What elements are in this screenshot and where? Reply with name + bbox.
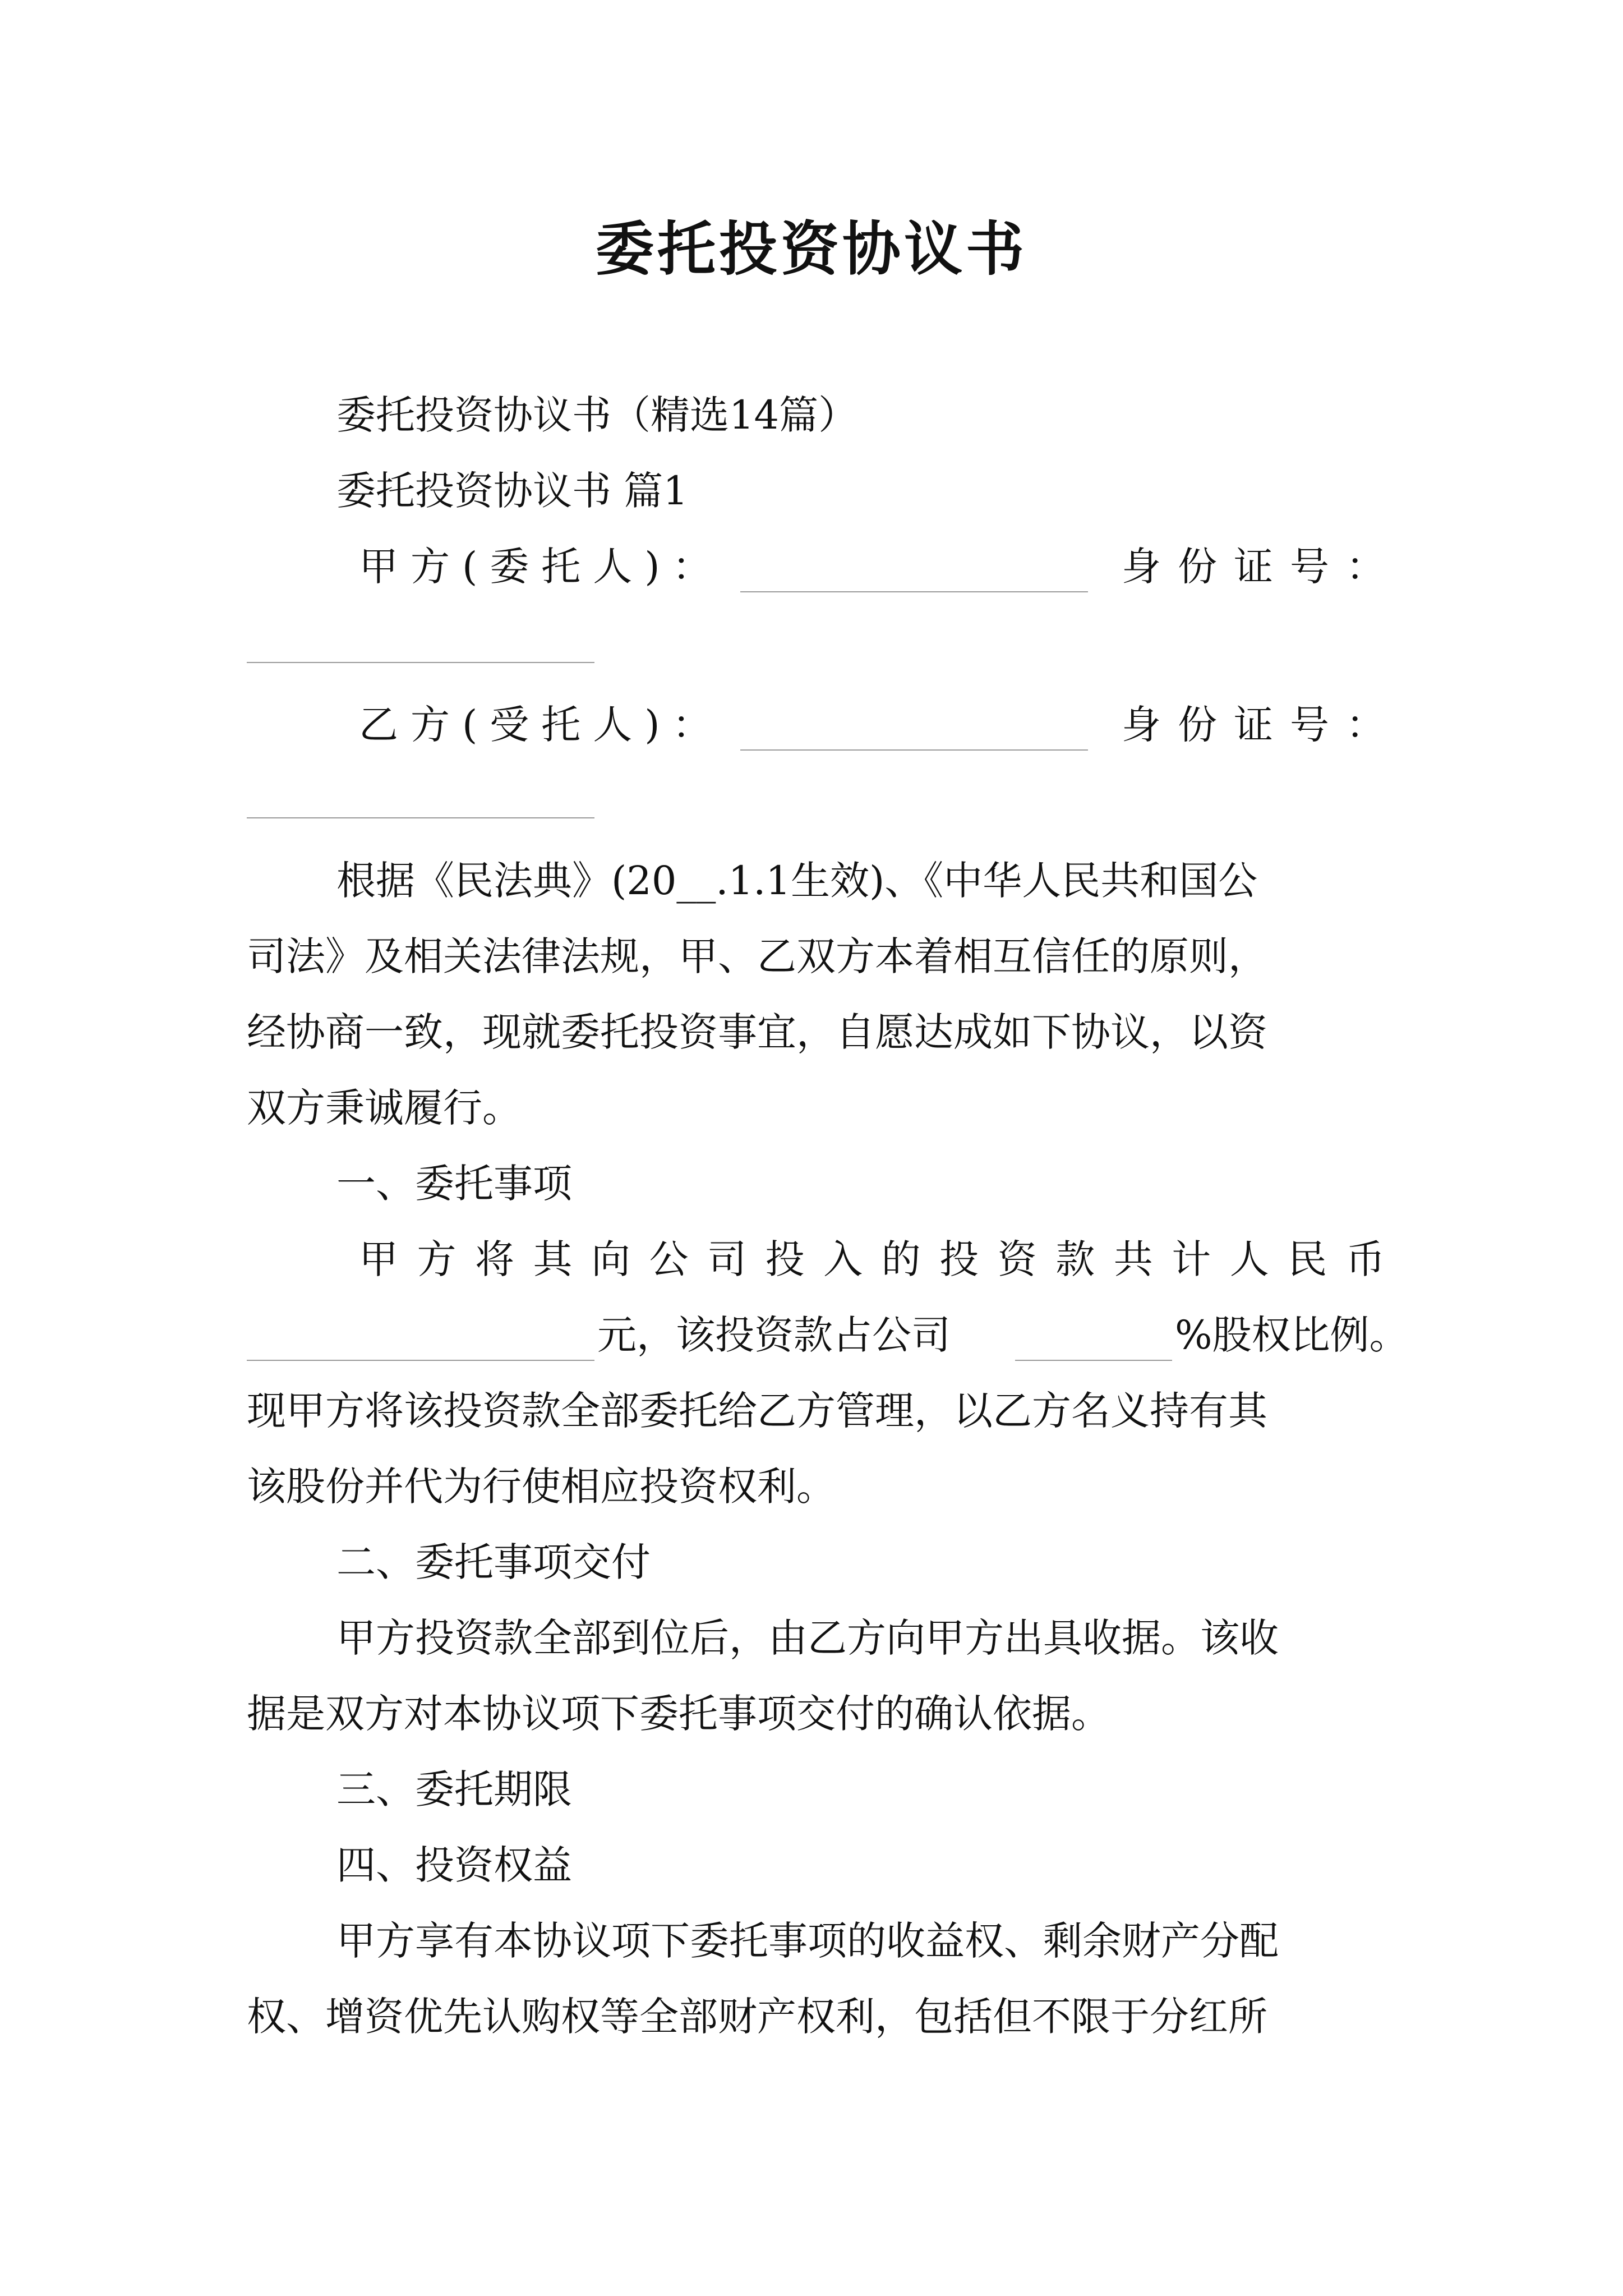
- para2-char: 民: [1288, 1236, 1327, 1282]
- para4-line: [0, 1983, 1623, 2050]
- para2-text-4: 该股份并代为行使相应投资权利。: [247, 1464, 836, 1510]
- party-a-label: 甲方(委托人)：: [359, 544, 724, 590]
- para2-char: 币: [1345, 1236, 1385, 1282]
- heading4-line: [0, 1832, 1623, 1899]
- section-heading-1: 一、委托事项: [336, 1161, 572, 1207]
- para3-line: [0, 1604, 1623, 1672]
- heading2-line: [0, 1529, 1623, 1596]
- section-heading-4: 四、投资权益: [336, 1842, 572, 1888]
- party-a-line: [0, 533, 1623, 600]
- para1-line: [0, 1074, 1623, 1142]
- party-b-id-blank: [247, 816, 594, 818]
- heading1-line: [0, 1150, 1623, 1217]
- para2-char: 共: [1113, 1236, 1153, 1282]
- para2-text-a: 元，该投资款占公司: [597, 1312, 951, 1358]
- para2-line: [0, 1301, 1623, 1369]
- party-a-id-blank: [247, 661, 594, 663]
- para2-char: 司: [707, 1236, 747, 1282]
- para1-text-3: 经协商一致，现就委托投资事宜，自愿达成如下协议，以资: [247, 1009, 1267, 1055]
- para1-line: [0, 999, 1623, 1066]
- para2-char: 的: [881, 1236, 921, 1282]
- amount-blank: [247, 1313, 594, 1361]
- para2-char: 资: [997, 1236, 1037, 1282]
- party-a-id-label: 身份证号：: [1122, 544, 1402, 590]
- para2-char: 投: [939, 1236, 979, 1282]
- para3-text-2: 据是双方对本协议项下委托事项交付的确认依据。: [247, 1691, 1110, 1737]
- document-title: 委托投资协议书: [595, 214, 1027, 283]
- para1-text-2: 司法》及相关法律法规，甲、乙双方本着相互信任的原则，: [247, 933, 1267, 979]
- para4-text-2: 权、增资优先认购权等全部财产权利，包括但不限于分红所: [247, 1994, 1267, 2040]
- chapter-heading: 委托投资协议书 篇1: [336, 468, 688, 514]
- para2-line: [0, 1377, 1623, 1444]
- para2-char: 方: [417, 1236, 457, 1282]
- para2-char: 人: [1229, 1236, 1269, 1282]
- para2-char: 甲: [359, 1236, 398, 1282]
- para2-line: [0, 1453, 1623, 1520]
- section-heading-3: 三、委托期限: [336, 1766, 572, 1812]
- para2-spaced-line: [359, 1226, 1385, 1293]
- para1-line: [0, 847, 1623, 914]
- para2-char: 公: [649, 1236, 689, 1282]
- party-a-name-blank: [740, 544, 1088, 592]
- para2-char: 计: [1172, 1236, 1211, 1282]
- para2-text-3: 现甲方将该投资款全部委托给乙方管理，以乙方名义持有其: [247, 1388, 1267, 1434]
- para2-char: 投: [765, 1236, 805, 1282]
- percent-blank: [1015, 1313, 1172, 1361]
- para1-text-1: 根据《民法典》(20__.1.1生效)、《中华人民共和国公: [336, 858, 1258, 904]
- chapter-line: [0, 457, 1623, 524]
- para2-char: 将: [475, 1236, 515, 1282]
- section-heading-2: 二、委托事项交付: [336, 1539, 651, 1585]
- document-subtitle: 委托投资协议书（精选14篇）: [336, 392, 858, 438]
- para2-text-b: %股权比例。: [1175, 1312, 1409, 1358]
- para1-text-4: 双方秉诚履行。: [247, 1085, 522, 1131]
- para4-text-1: 甲方享有本协议项下委托事项的收益权、剩余财产分配: [336, 1918, 1279, 1964]
- party-b-label: 乙方(受托人)：: [359, 702, 724, 748]
- para1-line: [0, 923, 1623, 990]
- para2-char: 入: [823, 1236, 863, 1282]
- para3-line: [0, 1680, 1623, 1747]
- party-b-id-label: 身份证号：: [1122, 702, 1402, 748]
- para2-char: 款: [1055, 1236, 1095, 1282]
- para2-line: [0, 1226, 1623, 1293]
- heading3-line: [0, 1756, 1623, 1823]
- party-b-name-blank: [740, 702, 1088, 751]
- party-b-line: [0, 691, 1623, 758]
- para3-text-1: 甲方投资款全部到位后，由乙方向甲方出具收据。该收: [336, 1615, 1279, 1661]
- subtitle-line: [0, 381, 1623, 449]
- para4-line: [0, 1907, 1623, 1975]
- para2-char: 向: [591, 1236, 631, 1282]
- para2-char: 其: [533, 1236, 573, 1282]
